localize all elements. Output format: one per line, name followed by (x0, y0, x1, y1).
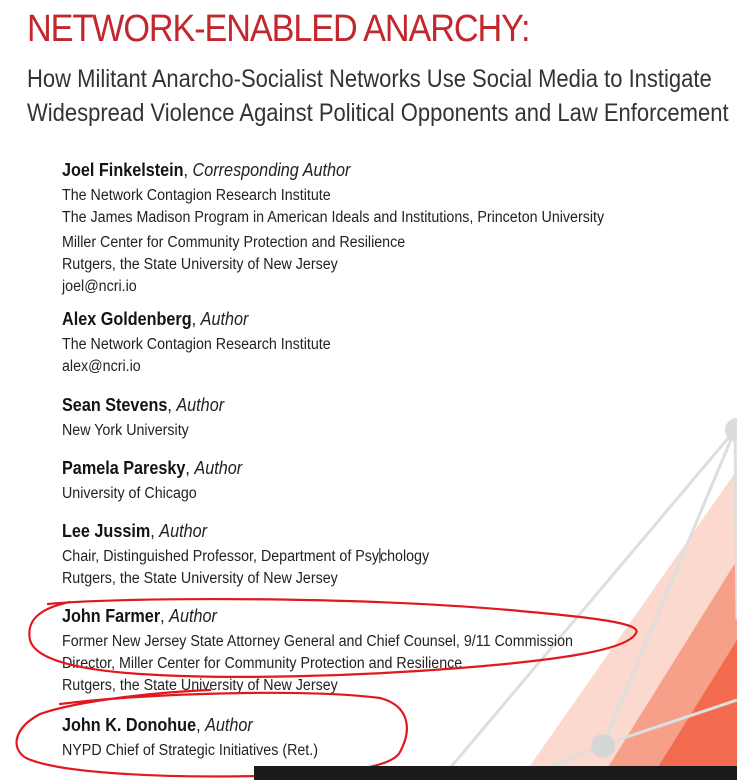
author-name: Alex Goldenberg (62, 309, 192, 329)
author-name: Joel Finkelstein (62, 160, 184, 180)
affiliation-line: Chair, Distinguished Professor, Department of Psychology (62, 548, 430, 565)
document-title: NETWORK-ENABLED ANARCHY: (27, 8, 530, 50)
affiliation-line: Former New Jersey State Attorney General and Chief Counsel, 9/11 Commission (62, 633, 573, 650)
author-name: John K. Donohue (62, 715, 197, 735)
affiliation-line: Rutgers, the State University of New Jersey (62, 256, 338, 273)
affiliation-line: Miller Center for Community Protection and Resilience (62, 234, 406, 251)
author-name: Pamela Paresky (62, 458, 186, 478)
author-role: Corresponding Author (192, 160, 351, 180)
affiliation-line: The Network Contagion Research Institute (62, 336, 331, 353)
author-role: Author (194, 458, 243, 478)
author-block-donohue: John K. Donohue, Author NYPD Chief of Strategic Initiatives (Ret.) (62, 714, 340, 762)
deco-node (591, 734, 615, 758)
author-block-farmer: John Farmer, Author Former New Jersey State Attorney General and Chief Counsel, 9/11 Commission Director, Miller Center for Community Protection and Resilience Rutgers, the State University of New Jersey (62, 605, 617, 697)
author-role: Author (169, 606, 217, 626)
affiliation-line: Rutgers, the State University of New Jersey (62, 677, 338, 694)
author-block-paresky: Pamela Paresky, Author University of Chicago (62, 457, 262, 505)
subtitle-line-1: How Militant Anarcho-Socialist Networks Use Social Media to Instigate (27, 65, 712, 93)
author-name: Lee Jussim (62, 521, 151, 541)
author-role: Author (205, 715, 253, 735)
author-role: Author (176, 395, 225, 415)
author-email: joel@ncri.io (62, 278, 137, 295)
affiliation-line: NYPD Chief of Strategic Initiatives (Ret.) (62, 742, 318, 759)
author-name: John Farmer (62, 606, 161, 626)
affiliation-line: Director, Miller Center for Community Protection and Resilience (62, 655, 463, 672)
author-role: Author (159, 521, 208, 541)
subtitle-line-2: Widespread Violence Against Political Opponents and Law Enforcement (27, 99, 729, 127)
author-email: alex@ncri.io (62, 358, 141, 375)
author-block-finkelstein: Joel Finkelstein, Corresponding Author The Network Contagion Research Institute The James Madison Program in American Ideals and Institutions, Princeton University Miller Center for Community Protection and Resilience Rutgers, the State University of New Jersey joel@ncri.io (62, 159, 651, 298)
affiliation-line: The James Madison Program in American Ideals and Institutions, Princeton University (62, 209, 605, 226)
affiliation-line: University of Chicago (62, 485, 197, 502)
affiliation-line: The Network Contagion Research Institute (62, 187, 331, 204)
affiliation-line: Rutgers, the State University of New Jersey (62, 570, 338, 587)
author-block-stevens: Sean Stevens, Author New York University (62, 394, 242, 442)
document-subtitle (27, 62, 729, 130)
author-block-goldenberg: Alex Goldenberg, Author The Network Contagion Research Institute alex@ncri.io (62, 308, 354, 378)
author-role: Author (200, 309, 249, 329)
affiliation-line: New York University (62, 422, 189, 439)
author-block-jussim: Lee Jussim, Author Chair, Distinguished Professor, Department of Psychology Rutgers, the State University of New Jersey (62, 520, 461, 590)
bottom-bar (254, 766, 737, 780)
author-name: Sean Stevens (62, 395, 168, 415)
